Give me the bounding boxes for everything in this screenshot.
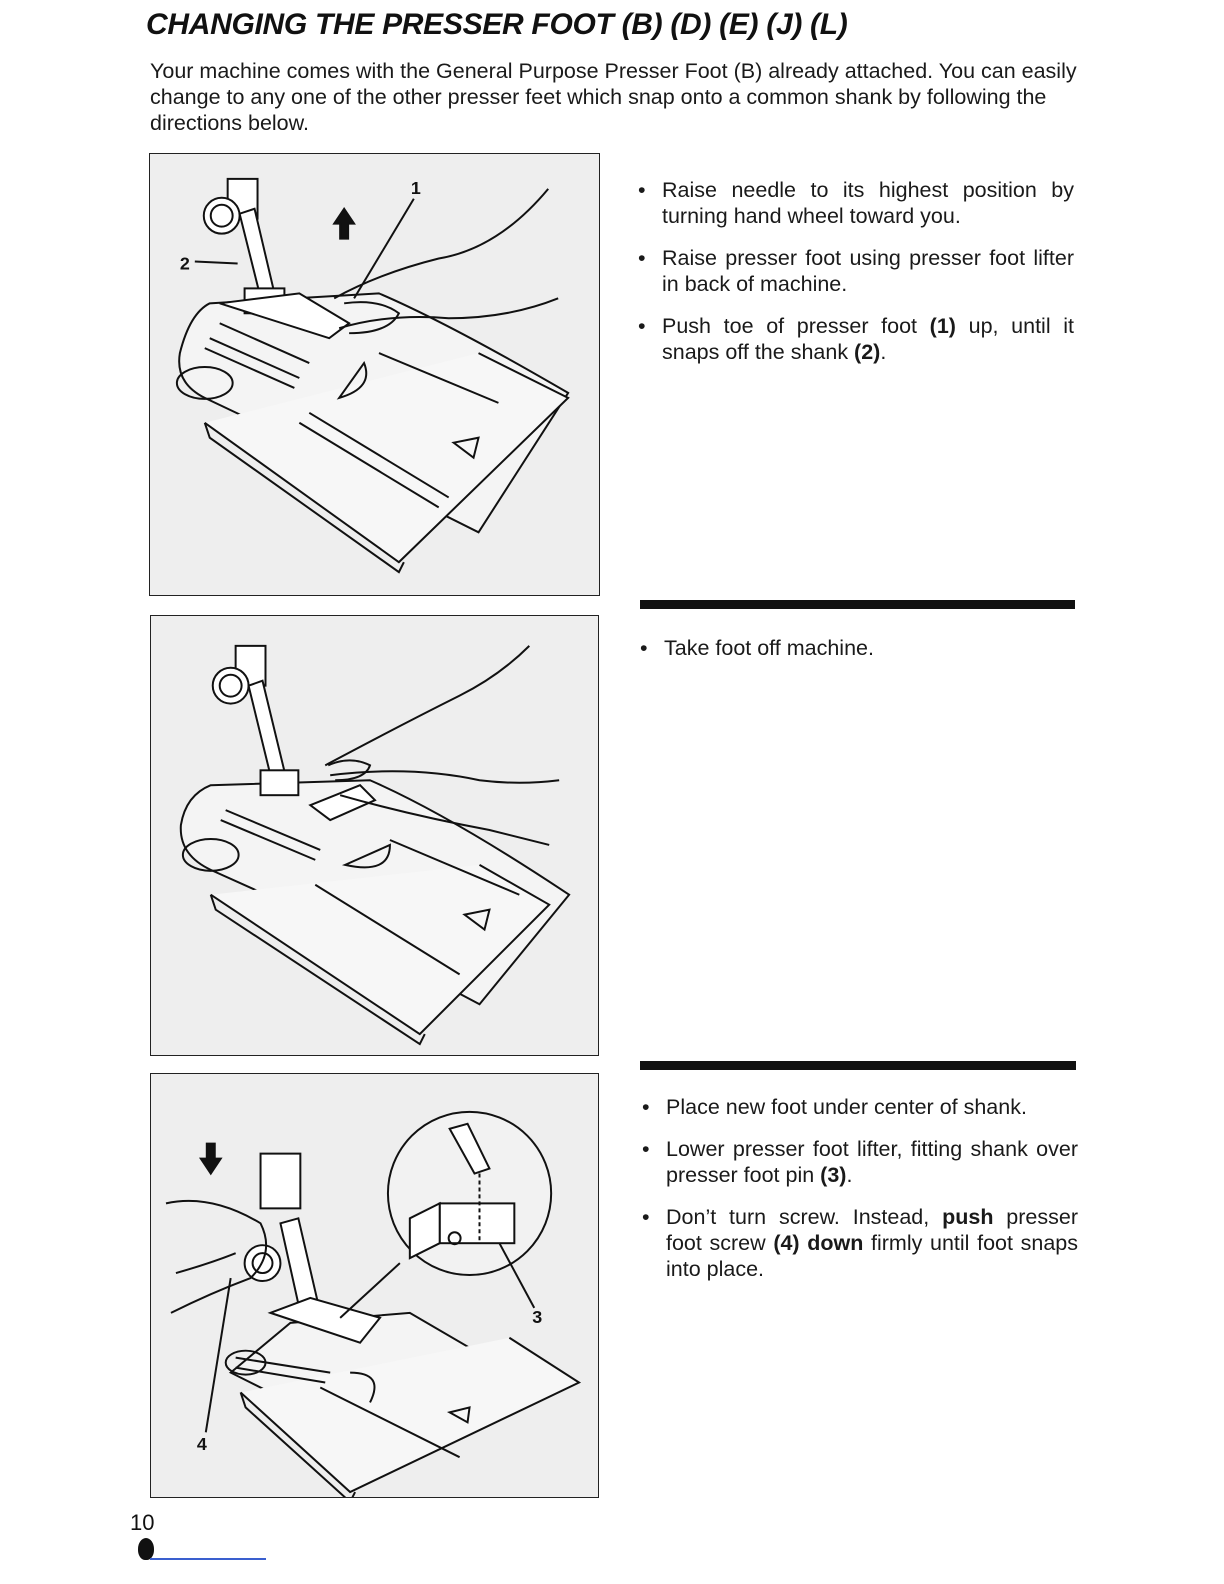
illustration-attach-foot [151, 1074, 598, 1497]
bullet: • [642, 1095, 650, 1119]
callout-3: 3 [532, 1306, 543, 1327]
list-item: • Don’t turn screw. Instead, push presser foot screw (4) down firmly until foot snaps into place. [642, 1205, 1078, 1281]
bullet: • [638, 314, 646, 338]
bullet: • [642, 1205, 650, 1229]
bullet: • [642, 1137, 650, 1161]
callout-1: 1 [410, 177, 421, 198]
page-number: 10 [130, 1510, 155, 1535]
list-item: • Raise needle to its highest position by turning hand wheel toward you. [638, 178, 1074, 228]
callout-4: 4 [196, 1434, 207, 1455]
figure-take-off-foot [150, 615, 599, 1056]
list-item: • Lower presser foot lifter, fitting shank over presser foot pin (3). [642, 1137, 1078, 1187]
illustration-take-foot-off [151, 616, 598, 1055]
steps-attach-foot [642, 1094, 1078, 1298]
list-item: • Take foot off machine. [640, 636, 874, 660]
section-divider [640, 1061, 1076, 1070]
list-item: • Place new foot under center of shank. [642, 1095, 1027, 1119]
page-title: CHANGING THE PRESSER FOOT (B) (D) (E) (J) (L) [146, 8, 848, 41]
footer-line [150, 1558, 266, 1560]
bullet: • [640, 636, 648, 660]
illustration-push-toe-up [150, 154, 599, 595]
list-item: • Raise presser foot using presser foot lifter in back of machine. [638, 246, 1074, 296]
figure-attach-foot [150, 1073, 599, 1498]
section-divider [640, 600, 1075, 609]
bullet: • [638, 246, 646, 270]
figure-remove-foot [149, 153, 600, 596]
callout-2: 2 [179, 253, 190, 274]
steps-remove-foot [638, 177, 1074, 381]
bullet: • [638, 178, 646, 202]
intro-paragraph: Your machine comes with the General Purpose Presser Foot (B) already attached. You can easily change to any one of the other presser feet which snap onto a common shank by following the directions below. [150, 59, 1077, 135]
list-item: • Push toe of presser foot (1) up, until it snaps off the shank (2). [638, 314, 1075, 364]
page-tab-mark [138, 1538, 154, 1560]
steps-take-off [640, 635, 1076, 677]
